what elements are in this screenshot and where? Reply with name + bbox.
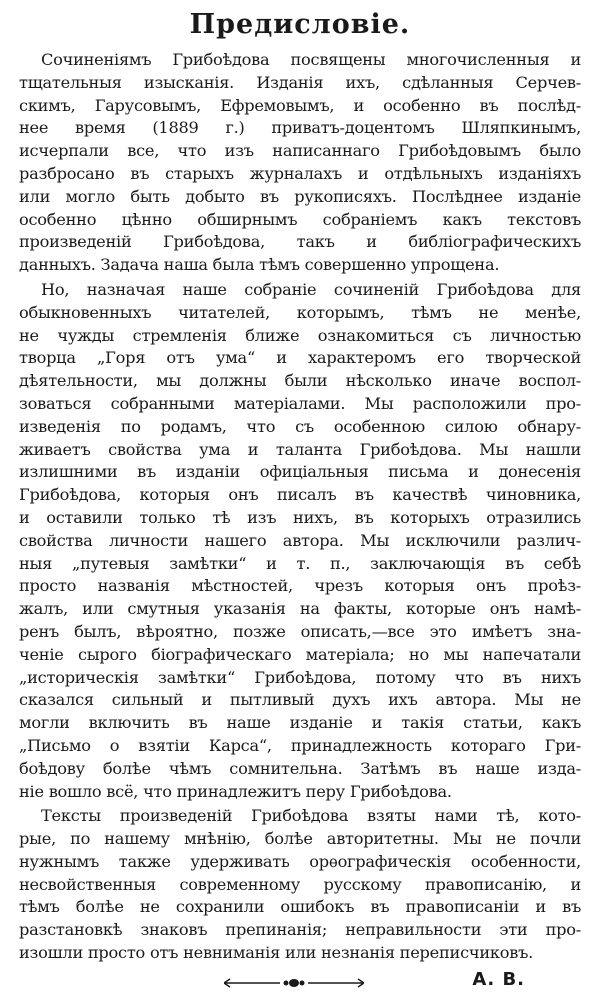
text-line: зоваться собранными матеріалами. Мы расположили про- (19, 393, 581, 413)
text-line: Но, назначая наше собраніе сочиненій Грибоѣдова для (41, 279, 581, 299)
text-line: разбросано въ старыхъ журналахъ и отдѣльныхъ изданіяхъ (19, 163, 581, 183)
text-line: сказался сильный и пытливый духъ ихъ автора. Мы не (19, 690, 581, 710)
text-line: боѣдову болѣе чѣмъ сомнительна. Затѣмъ въ наше изда- (19, 758, 581, 778)
text-line: особенно цѣнно обширнымъ собраніемъ какъ текстовъ (19, 209, 581, 229)
text-line: скимъ, Гарусовымъ, Ефремовымъ, и особенно въ послѣд- (19, 95, 581, 115)
text-line: жалъ, или смутныя указанія на факты, которые онъ намѣ- (19, 599, 581, 619)
text-line: несвойственныя современному русскому правописанію, и (19, 874, 581, 894)
document-page (19, 8, 581, 999)
text-line: ніе вошло всё, что принадлежитъ перу Грибоѣдова. (19, 781, 452, 801)
text-line: произведеній Грибоѣдова, такъ и библіографическихъ (19, 232, 581, 252)
text-line: исчерпали все, что изъ написаннаго Грибоѣдовымъ было (19, 141, 581, 161)
signature: А. В. (472, 968, 525, 990)
text-line: свойства личности нашего автора. Мы исключили различ- (19, 530, 581, 550)
text-line: ныя „путевыя замѣтки“ и т. п., заключающія въ себѣ (19, 553, 581, 573)
paragraph (19, 279, 581, 803)
text-line: обыкновенныхъ читателей, которымъ, тѣмъ не менѣе, (19, 302, 581, 322)
ornament-divider-icon (224, 975, 364, 991)
text-line: изведенія по родамъ, что съ особенною силою обнару- (19, 416, 581, 436)
text-line: живаетъ свойства ума и таланта Грибоѣдова. Мы нашли (19, 439, 581, 459)
text-line: или могло быть добыто въ рукописяхъ. Послѣднее изданіе (19, 186, 581, 206)
text-line: не чужды стремленія ближе ознакомиться съ личностью (19, 325, 581, 345)
text-line: могли включить въ наше изданіе и такія статьи, какъ (19, 713, 581, 733)
text-line: „историческія замѣтки“ Грибоѣдова, потому что въ нихъ (19, 667, 581, 687)
text-line: тѣмъ болѣе не сохранили ошибокъ въ правописаніи и въ (19, 897, 581, 917)
body-text (19, 49, 581, 965)
text-line: ченіе сырого біографическаго матеріала; но мы напечатали (19, 644, 581, 664)
text-line: изошли просто отъ невниманія или незнанія переписчиковъ. (19, 943, 534, 963)
paragraph (19, 805, 581, 965)
text-line: творца „Горя отъ ума“ и характеромъ его творческой (19, 348, 581, 368)
text-line: „Письмо о взятіи Карса“, принадлежность котораго Гри- (19, 735, 581, 755)
text-line: Тексты произведеній Грибоѣдова взяты нами тѣ, кото- (41, 806, 581, 826)
page-title: Предисловіе. (189, 9, 411, 40)
text-line: просто названія мѣстностей, чрезъ которыя онъ проѣз- (19, 576, 581, 596)
paragraph (19, 49, 581, 277)
text-line: дѣятельности, мы должны были нѣсколько иначе воспол- (19, 371, 581, 391)
text-line: данныхъ. Задача наша была тѣмъ совершенно упрощена. (19, 255, 500, 275)
text-line: нужнымъ также удерживать орѳографическія особенности, (19, 851, 581, 871)
text-line: нее время (1889 г.) приватъ-доцентомъ Шляпкинымъ, (19, 118, 581, 138)
footer (19, 969, 581, 999)
text-line: Грибоѣдова, которыя онъ писалъ въ качествѣ чиновника, (19, 485, 581, 505)
text-line: ренъ былъ, вѣроятно, позже описать,—все это имѣетъ зна- (19, 621, 581, 641)
text-line: Сочиненіямъ Грибоѣдова посвящены многочисленныя и (41, 50, 581, 69)
text-line: разстановкѣ знаковъ препинанія; неправильности эти про- (19, 920, 581, 940)
text-line: рые, по нашему мнѣнію, болѣе авторитетны. Мы не почли (19, 829, 581, 849)
text-line: тщательныя изысканія. Изданія ихъ, сдѣланныя Серчев- (19, 72, 581, 92)
text-line: излишними въ изданіи офиціальныя письма и донесенія (19, 462, 581, 482)
text-line: и оставили только тѣ изъ нихъ, въ которыхъ отразились (19, 507, 581, 527)
